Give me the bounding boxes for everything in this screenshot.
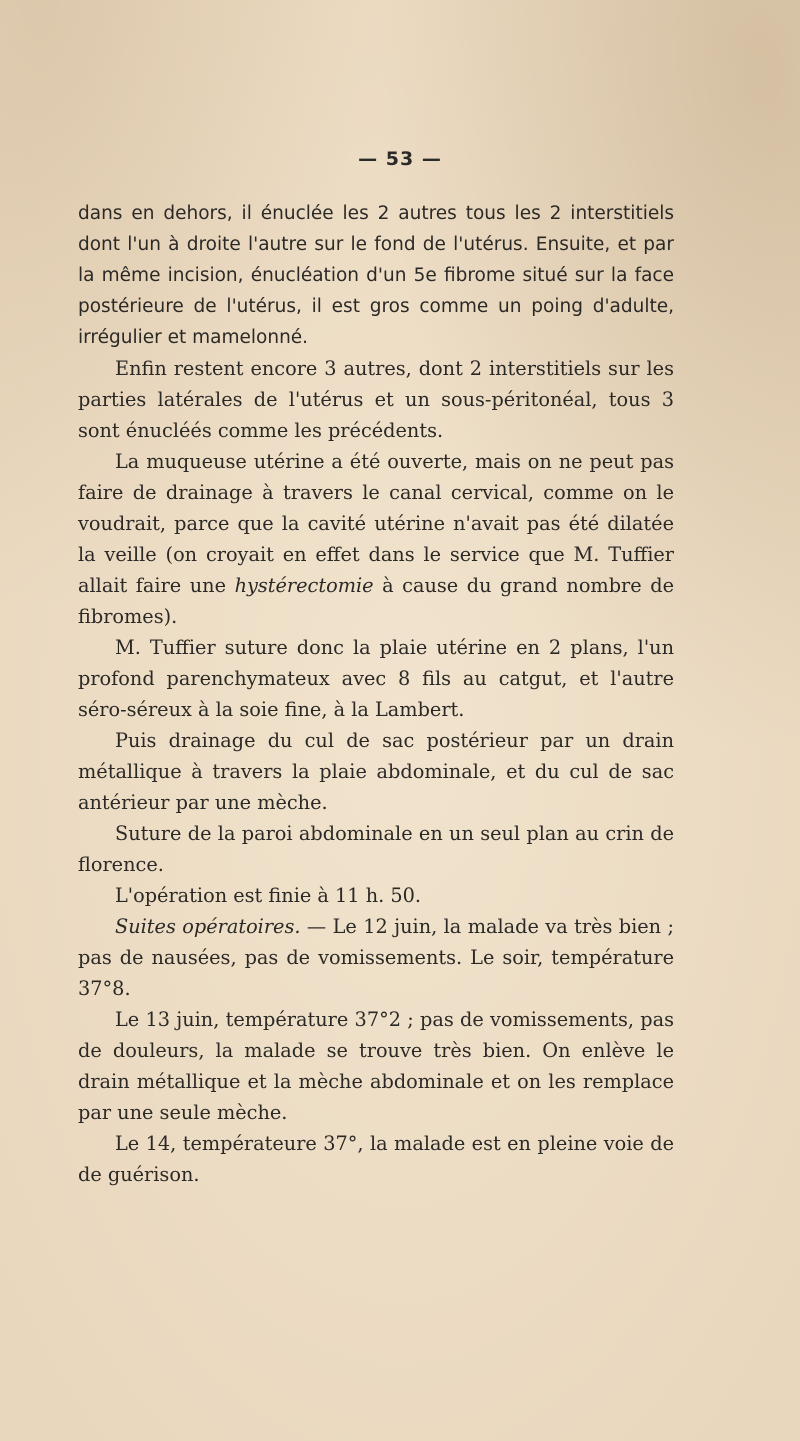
- paragraph: Suture de la paroi abdominale en un seul plan au crin de florence.: [78, 822, 674, 876]
- section-heading: Suites opératoires.: [115, 915, 301, 938]
- paragraph: [78, 446, 674, 632]
- paragraph-text: La muqueuse utérine a été ouverte, mais on ne peut pas faire de drainage à travers le canal cervical, comme on le voudrait, parce que la cavité utérine n'avait pas été dilatée la veille (on croyait en effet dans le service que M. Tuffier allait faire une: [78, 450, 674, 597]
- paragraph: Le 13 juin, température 37°2 ; pas de vomissements, pas de douleurs, la malade se trouve très bien. On enlève le drain métallique et la mèche abdominale et on les remplace par une seule mèche.: [78, 1008, 674, 1124]
- paragraph: Enfin restent encore 3 autres, dont 2 interstitiels sur les parties latérales de l'utérus et un sous-péritonéal, tous 3 sont énucléés comme les précédents.: [78, 357, 674, 442]
- italic-term: hystérectomie: [234, 574, 374, 597]
- paragraph: dans en dehors, il énuclée les 2 autres tous les 2 interstitiels dont l'un à droite l'autre sur le fond de l'utérus. Ensuite, et par la même incision, énucléation d'un 5e fibrome situé sur la face postérieure de l'utérus, il est gros comme un poing d'adulte, irrégulier et mamelonné.: [78, 203, 674, 348]
- body-text: [78, 198, 674, 1190]
- paragraph: Puis drainage du cul de sac postérieur par un drain métallique à travers la plaie abdominale, et du cul de sac antérieur par une mèche.: [78, 729, 674, 814]
- paragraph: L'opération est finie à 11 h. 50.: [115, 884, 422, 907]
- paragraph-text: — Le 12 juin, la malade va très bien ; pas de nausées, pas de vomissements. Le soir, température 37°8.: [78, 915, 674, 1000]
- paragraph: M. Tuffier suture donc la plaie utérine en 2 plans, l'un profond parenchymateux avec 8 fils au catgut, et l'autre séro-séreux à la soie fine, à la Lambert.: [78, 636, 674, 721]
- page-number: — 53 —: [358, 148, 442, 170]
- paragraph: [78, 911, 674, 1004]
- paragraph-text: à cause du grand nombre de fibromes).: [78, 574, 674, 628]
- paragraph: Le 14, températeure 37°, la malade est en pleine voie de de guérison.: [78, 1132, 674, 1186]
